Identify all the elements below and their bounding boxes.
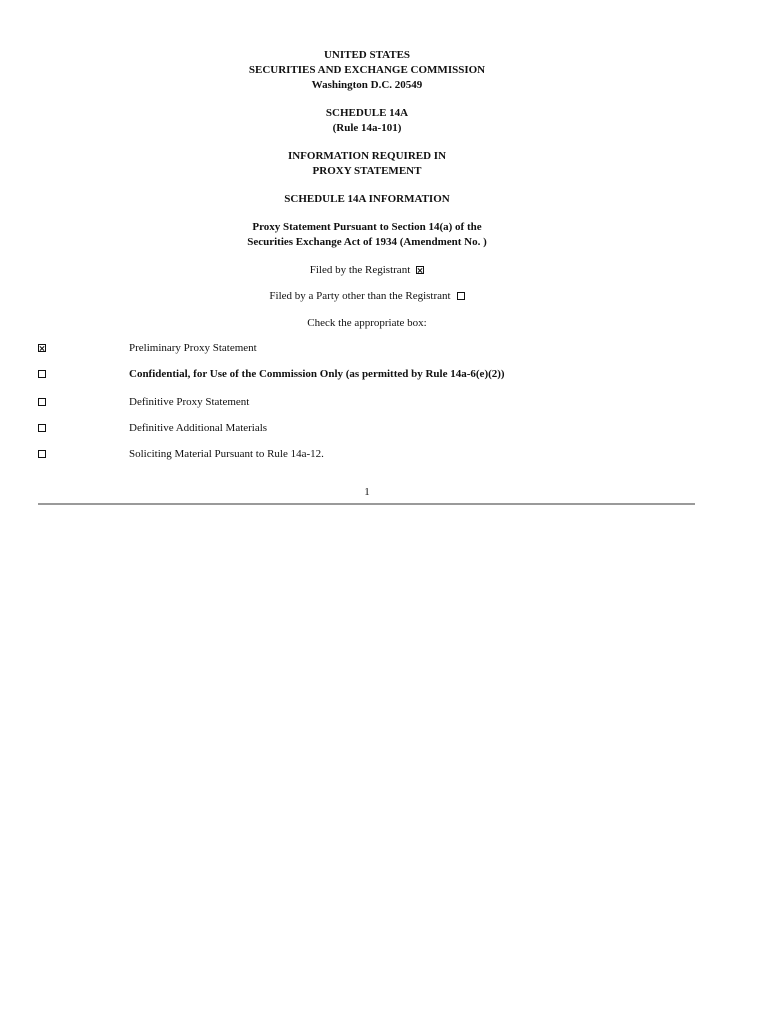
option-checkbox-preliminary[interactable] xyxy=(38,344,46,352)
option-label-additional: Definitive Additional Materials xyxy=(129,422,268,434)
option-label-definitive: Definitive Proxy Statement xyxy=(129,396,250,408)
option-row-preliminary xyxy=(38,341,718,357)
page-number: 1 xyxy=(364,486,370,498)
option-checkbox-definitive[interactable] xyxy=(38,398,46,406)
schedule-info-heading: SCHEDULE 14A INFORMATION xyxy=(284,193,450,205)
header-line-3: Washington D.C. 20549 xyxy=(311,79,423,91)
option-row-soliciting xyxy=(38,447,718,463)
proxy-statement-line-1: Proxy Statement Pursuant to Section 14(a) of the xyxy=(252,221,482,233)
proxy-statement-line-2: Securities Exchange Act of 1934 (Amendment No. ) xyxy=(247,236,487,248)
option-label-confidential: Confidential, for Use of the Commission Only (as permitted by Rule 14a-6(e)(2)) xyxy=(129,368,505,380)
info-required-line-2: PROXY STATEMENT xyxy=(312,165,422,177)
schedule-heading xyxy=(0,106,734,136)
filed-by-other-row xyxy=(0,289,734,304)
filed-by-registrant-row xyxy=(0,263,734,278)
info-required-heading xyxy=(0,149,734,179)
filed-by-registrant-checkbox[interactable] xyxy=(416,266,424,274)
option-row-additional xyxy=(38,421,718,437)
option-row-confidential xyxy=(38,367,718,383)
option-checkbox-additional[interactable] xyxy=(38,424,46,432)
header-line-1: UNITED STATES xyxy=(323,49,411,61)
agency-header xyxy=(0,48,734,93)
page-divider xyxy=(38,503,695,505)
header-line-2: SECURITIES AND EXCHANGE COMMISSION xyxy=(248,64,486,76)
info-required-line-1: INFORMATION REQUIRED IN xyxy=(287,150,447,162)
filed-by-registrant-label: Filed by the Registrant xyxy=(309,264,411,276)
schedule-title: SCHEDULE 14A xyxy=(325,107,409,119)
option-checkbox-soliciting[interactable] xyxy=(38,450,46,458)
option-label-preliminary: Preliminary Proxy Statement xyxy=(129,342,257,354)
check-box-instruction: Check the appropriate box: xyxy=(307,317,427,329)
proxy-statement-heading xyxy=(0,220,734,250)
option-checkbox-confidential[interactable] xyxy=(38,370,46,378)
filed-by-other-checkbox[interactable] xyxy=(457,292,465,300)
schedule-rule: (Rule 14a-101) xyxy=(332,122,402,134)
option-row-definitive xyxy=(38,395,718,411)
filed-by-other-label: Filed by a Party other than the Registrant xyxy=(269,290,451,302)
option-label-soliciting: Soliciting Material Pursuant to Rule 14a-12. xyxy=(129,448,324,460)
